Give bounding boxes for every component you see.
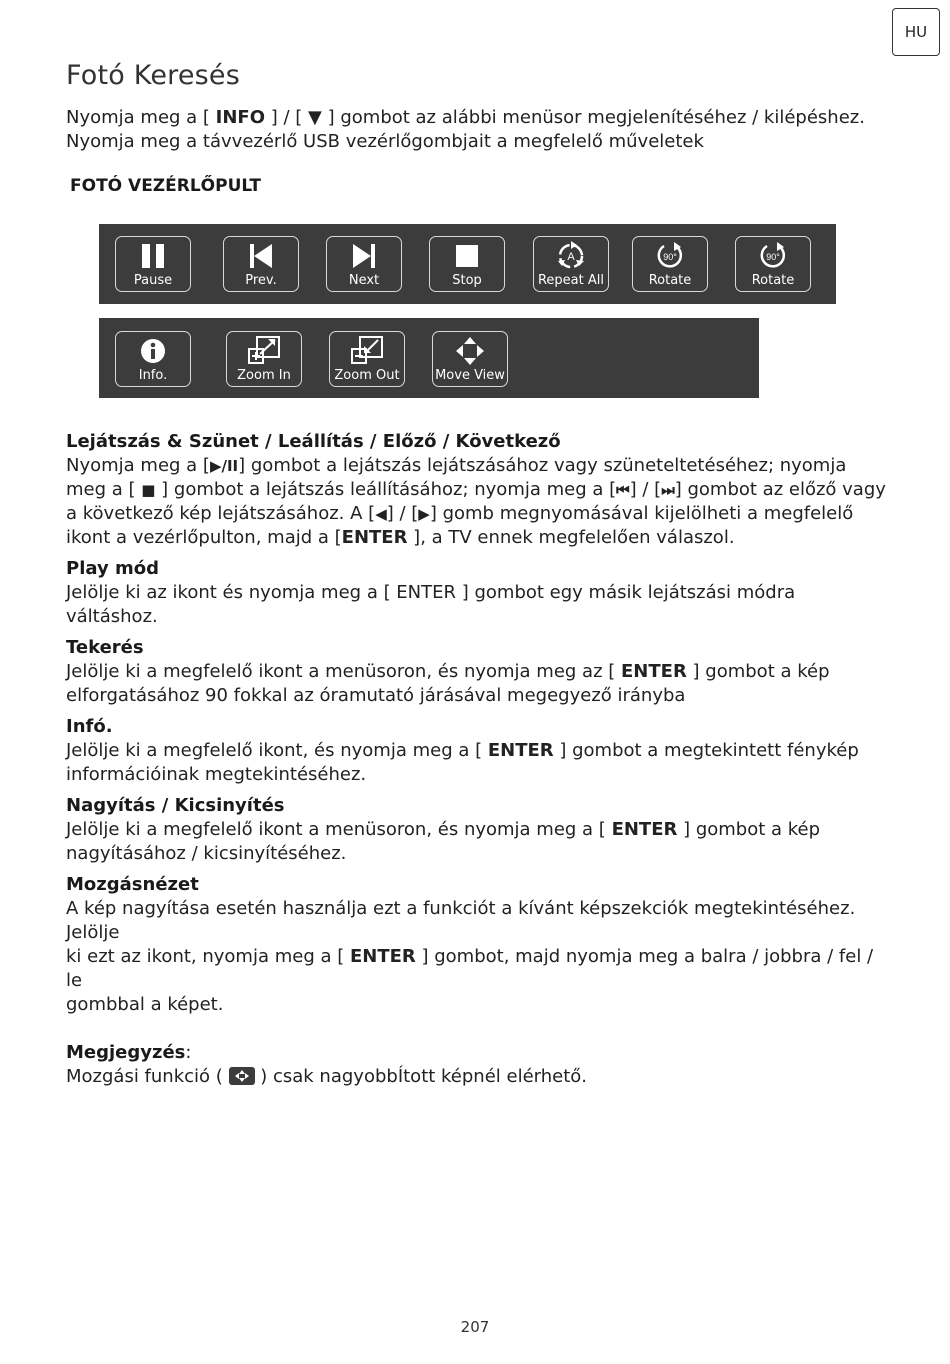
info-button[interactable]: Info. xyxy=(115,331,191,387)
pause-button[interactable]: Pause xyxy=(115,236,191,292)
section-rotate xyxy=(66,636,886,708)
intro-line-2: Nyomja meg a távvezérlő USB vezérlőgombjait a megfelelő műveletek xyxy=(66,131,704,152)
enter-key: ENTER xyxy=(487,740,554,761)
section-heading: Infó. xyxy=(66,716,113,737)
section-text: meg a [ ■ ] gombot a lejátszás leállításához; nyomja meg a [⏮] / [⏭] gombot az előző vagy xyxy=(66,479,886,500)
section-move-view xyxy=(66,873,886,1017)
section-text: a következő kép lejátszásához. A [◀] / [▶] gomb megnyomásával kijelölheti a megfelelő xyxy=(66,503,854,524)
svg-text:90°: 90° xyxy=(766,252,780,262)
section-heading: Tekerés xyxy=(66,637,144,658)
section-heading: Nagyítás / Kicsinyítés xyxy=(66,795,285,816)
section-text: Jelölje ki az ikont és nyomja meg a [ ENTER ] gombot egy másik lejátszási módra váltáshoz. xyxy=(66,582,796,627)
previous-icon xyxy=(247,242,275,270)
stop-symbol: ■ xyxy=(141,481,156,499)
rotate-button-1[interactable]: 90° Rotate xyxy=(632,236,708,292)
section-play-mode xyxy=(66,557,886,629)
down-arrow-icon: ▼ xyxy=(308,107,322,128)
rotate-icon xyxy=(655,241,685,271)
intro xyxy=(66,106,896,154)
section-info xyxy=(66,715,886,787)
stop-icon xyxy=(453,242,481,270)
zoom-in-button[interactable]: Zoom In xyxy=(226,331,302,387)
info-icon xyxy=(139,337,167,365)
section-heading: Play mód xyxy=(66,558,159,579)
section-text: Jelölje ki a megfelelő ikont a menüsoron, és nyomja meg a [ ENTER ] gombot a kép xyxy=(66,819,821,840)
previous-button[interactable]: Prev. xyxy=(223,236,299,292)
previous-symbol: ⏮ xyxy=(616,481,630,499)
enter-key: ENTER xyxy=(621,661,687,682)
section-text: ikont a vezérlőpulton, majd a [ENTER ], a TV ennek megfelelően válaszol. xyxy=(66,527,735,548)
control-panel-heading: FOTÓ VEZÉRLŐPULT xyxy=(70,176,261,196)
section-text: nagyításához / kicsinyítéséhez. xyxy=(66,843,347,864)
rotate-icon xyxy=(758,241,788,271)
rotate-button-2[interactable]: 90° Rotate xyxy=(735,236,811,292)
section-text: Jelölje ki a megfelelő ikont a menüsoron, és nyomja meg az [ ENTER ] gombot a kép xyxy=(66,661,830,682)
next-button[interactable]: Next xyxy=(326,236,402,292)
page-number: 207 xyxy=(460,1318,490,1336)
right-arrow-symbol: ▶ xyxy=(418,505,430,523)
next-icon xyxy=(350,242,378,270)
photo-control-panel-row-1 xyxy=(99,224,836,304)
svg-text:A: A xyxy=(567,251,575,263)
play-pause-symbol: ▶/II xyxy=(209,457,239,475)
language-badge: HU xyxy=(892,8,940,56)
section-text: Nyomja meg a [▶/II] gombot a lejátszás lejátszásához vagy szüneteltetéséhez; nyomja xyxy=(66,455,847,476)
section-text: A kép nagyítása esetén használja ezt a funkciót a kívánt képszekciók megtekintéséhez. Jelölje xyxy=(66,898,856,943)
note-heading: Megjegyzés xyxy=(66,1042,186,1063)
enter-key: ENTER xyxy=(349,946,416,967)
repeat-all-icon xyxy=(554,239,588,273)
zoom-in-icon xyxy=(247,335,281,367)
note: Megjegyzés: Mozgási funkció ( ) csak nagyobbÍtott képnél elérhető. xyxy=(66,1041,886,1089)
repeat-all-button[interactable]: A Repeat All xyxy=(533,236,609,292)
section-zoom xyxy=(66,794,886,866)
svg-text:90°: 90° xyxy=(663,252,677,262)
move-view-icon xyxy=(229,1067,255,1085)
enter-key: ENTER xyxy=(611,819,678,840)
photo-control-panel-row-2 xyxy=(99,318,759,398)
note-text: Mozgási funkció ( ) csak nagyobbÍtott képnél elérhető. xyxy=(66,1066,588,1087)
section-text: gombbal a képet. xyxy=(66,994,224,1015)
move-view-icon xyxy=(453,335,487,367)
intro-line-1: Nyomja meg a [ INFO ] / [ ▼ ] gombot az alábbi menüsor megjelenítéséhez / kilépéshez. xyxy=(66,107,865,128)
info-key: INFO xyxy=(215,107,266,128)
page-title: Fotó Keresés xyxy=(66,60,241,91)
left-arrow-symbol: ◀ xyxy=(375,505,387,523)
section-playback xyxy=(66,430,886,550)
enter-key: ENTER xyxy=(341,527,408,548)
zoom-out-icon xyxy=(350,335,384,367)
section-text: ki ezt az ikont, nyomja meg a [ ENTER ] gombot, majd nyomja meg a balra / jobbra / fel / le xyxy=(66,946,874,991)
next-symbol: ⏭ xyxy=(661,481,675,499)
zoom-out-button[interactable]: Zoom Out xyxy=(329,331,405,387)
section-text: információinak megtekintéséhez. xyxy=(66,764,367,785)
instructions xyxy=(66,430,886,1089)
stop-button[interactable]: Stop xyxy=(429,236,505,292)
section-text: Jelölje ki a megfelelő ikont, és nyomja meg a [ ENTER ] gombot a megtekintett fénykép xyxy=(66,740,859,761)
section-heading: Lejátszás & Szünet / Leállítás / Előző / Következő xyxy=(66,431,561,452)
pause-icon xyxy=(139,242,167,270)
move-view-button[interactable]: Move View xyxy=(432,331,508,387)
section-text: elforgatásához 90 fokkal az óramutató járásával megegyező irányba xyxy=(66,685,686,706)
section-heading: Mozgásnézet xyxy=(66,874,199,895)
